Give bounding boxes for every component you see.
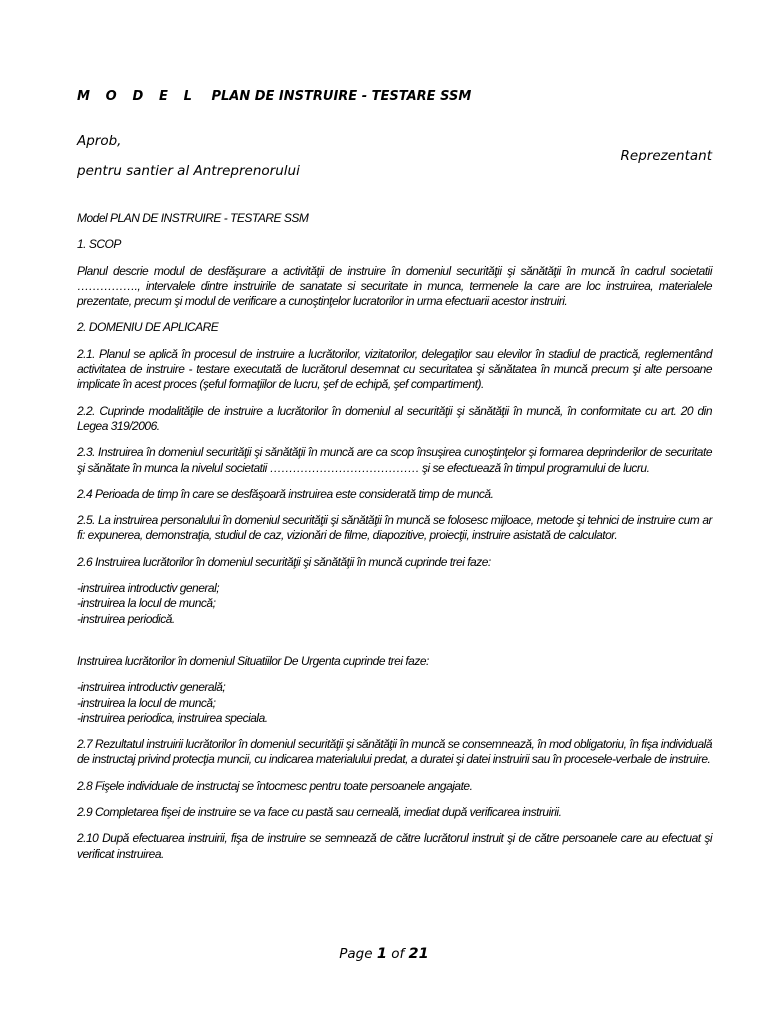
total-pages-number: 21 — [408, 946, 429, 962]
approval-label: Aprob, — [77, 133, 122, 149]
page-footer — [0, 946, 768, 962]
of-word: of — [391, 946, 405, 962]
paragraph-2-6: 2.6 Instruirea lucrătorilor în domeniul securităţii şi sănătăţii în muncă cuprinde trei faze: — [77, 554, 491, 569]
document-body — [77, 211, 712, 873]
list-item: -instruirea la locul de muncă; — [77, 596, 216, 611]
representative-label: Reprezentant — [620, 148, 712, 164]
plan-title: PLAN DE INSTRUIRE - TESTARE SSM — [211, 89, 472, 104]
section-2-heading: 2. DOMENIU DE APLICARE — [77, 320, 219, 335]
emergency-training-intro: Instruirea lucrătorilor în domeniul Situatiilor De Urgenta cuprinde trei faze: — [77, 653, 429, 668]
list-item: -instruirea introductiv general; — [77, 581, 220, 596]
intro-title: Model PLAN DE INSTRUIRE - TESTARE SSM — [77, 211, 309, 225]
paragraph-2-2: 2.2. Cuprinde modalităţile de instruire a lucrătorilor în domeniul al securităţii şi sănătăţii în muncă, în conformitate cu art. 20 din Legea 319/2006. — [77, 403, 712, 433]
ssm-training-phases-list — [77, 581, 712, 627]
document-title — [77, 89, 471, 104]
section-1-text: Planul descrie modul de desfăşurare a activităţii de instruire în domeniul securităţii şi sănătăţii în muncă în cadrul societatii ……………., intervalele dintre instruirile de sanatate si securitate in munca, termenele la care are loc instruirea, materialele prezentate, precum şi modul de verificare a cunoştinţelor lucratorilor in urma efectuarii acestor instruiri. — [77, 263, 712, 309]
current-page-number: 1 — [376, 946, 387, 962]
paragraph-2-10: 2.10 După efectuarea instruirii, fişa de instruire se semnează de către lucrătorul instruit şi de către persoanele care au efectuat şi verificat instruirea. — [77, 831, 712, 861]
paragraph-2-9: 2.9 Completarea fişei de instruire se va face cu pastă sau cerneală, imediat după verificarea instruirii. — [77, 805, 562, 820]
paragraph-2-5: 2.5. La instruirea personalului în domeniul securităţii şi sănătăţii în muncă se folosesc mijloace, metode şi tehnici de instruire cum ar fi: expunerea, demonstraţia, studiul de caz, vizionări de filme, diapozitive, proiecţii, instruire asistată de calculator. — [77, 513, 712, 543]
list-item: -instruirea la locul de muncă; — [77, 695, 216, 710]
paragraph-2-3: 2.3. Instruirea în domeniul securităţii şi sănătăţii în muncă are ca scop însuşirea cunoştinţelor şi formarea deprinderilor de securitate şi sănătate în munca la nivelul societatii ………………………………… şi se efectuează în timpul programului de lucru. — [77, 445, 712, 475]
list-item: -instruirea periodica, instruirea speciala. — [77, 710, 268, 725]
paragraph-2-4: 2.4 Perioada de timp în care se desfăşoară instruirea este considerată timp de muncă. — [77, 486, 494, 501]
paragraph-2-1: 2.1. Planul se aplică în procesul de instruire a lucrătorilor, vizitatorilor, delegaţilor sau elevilor în stadiul de practică, reglementând activitatea de instruire - testare executată de lucrătorul desemnat cu securitatea şi sănătatea în muncă precum şi alte persoane implicate în acest proces (şeful formaţiilor de lucru, şef de echipă, şef compartiment). — [77, 346, 712, 392]
paragraph-2-7: 2.7 Rezultatul instruirii lucrătorilor în domeniul securităţii şi sănătăţii în muncă se consemnează, în mod obligatoriu, în fişa individuală de instructaj privind protecţia muncii, cu indicarea materialului predat, a duratei şi datei instruirii sau în procesele-verbale de instruire. — [77, 737, 712, 767]
list-item: -instruirea periodică. — [77, 611, 175, 626]
emergency-training-phases-list — [77, 680, 712, 726]
page-word: Page — [339, 946, 373, 962]
paragraph-2-8: 2.8 Fişele individuale de instructaj se întocmesc pentru toate persoanele angajate. — [77, 778, 473, 793]
section-1-heading: 1. SCOP — [77, 237, 121, 252]
model-word: M O D E L — [77, 89, 198, 104]
list-item: -instruirea introductiv generală; — [77, 680, 226, 695]
contractor-label: pentru santier al Antreprenorului — [77, 163, 300, 179]
